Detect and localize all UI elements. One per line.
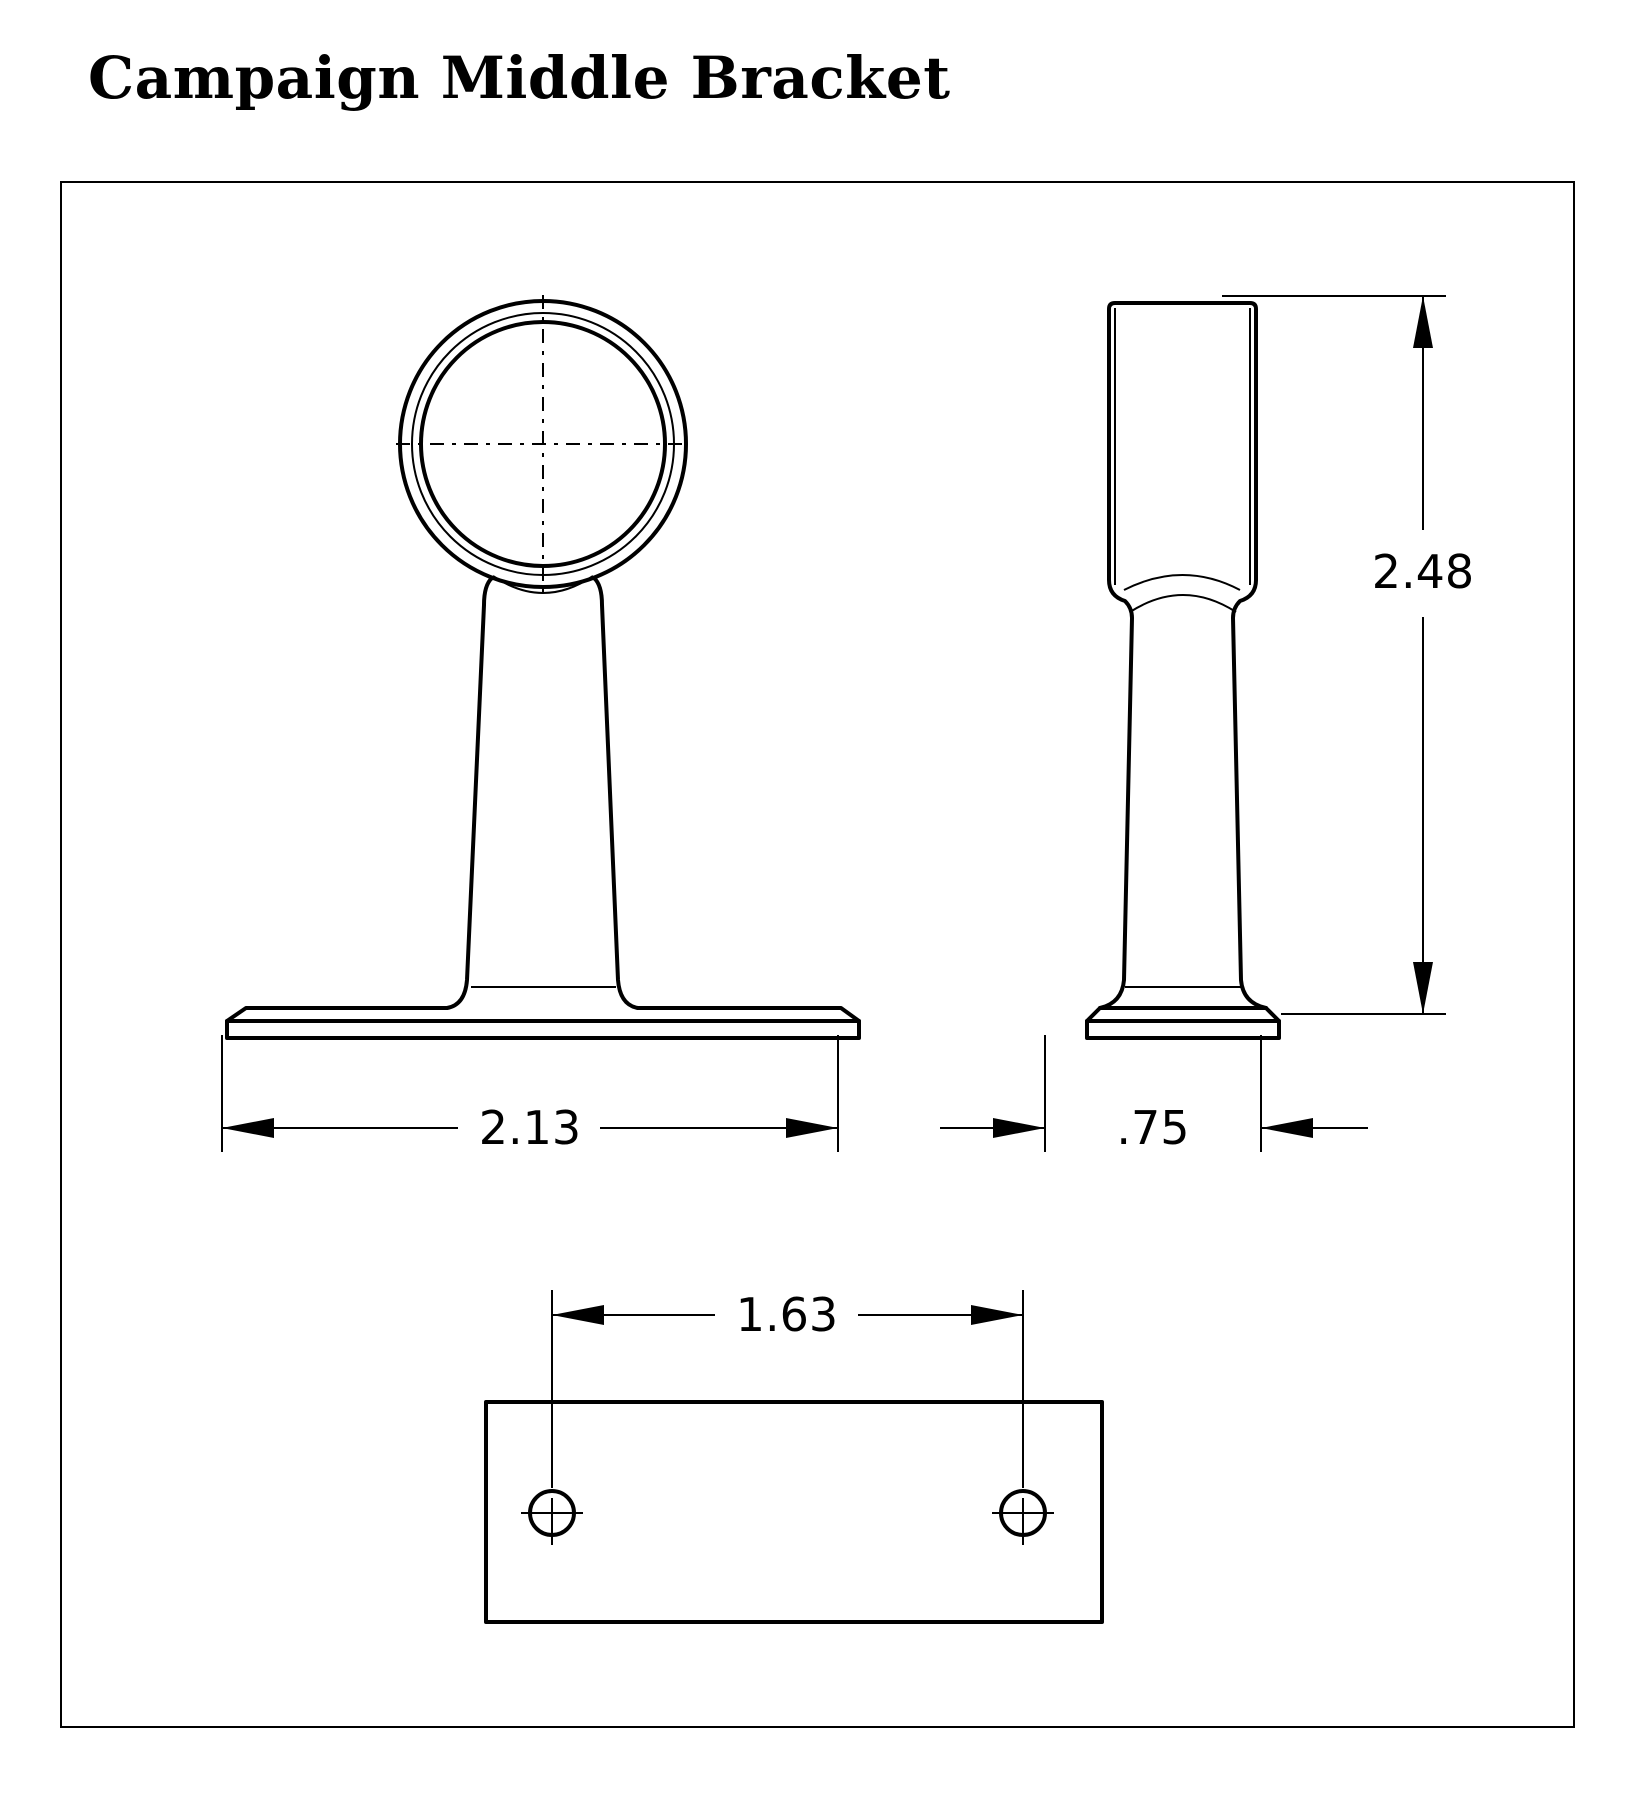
dimension-label-base-width: 2.13 [478, 1101, 582, 1155]
drawing-title: Campaign Middle Bracket [88, 44, 951, 112]
dimension-arrow [993, 1118, 1045, 1138]
side-body-outline [1100, 303, 1266, 1008]
dimension-base-width [222, 1035, 838, 1155]
dimension-arrow [1413, 296, 1433, 348]
dimension-arrow [1413, 962, 1433, 1014]
side-view [1087, 303, 1279, 1038]
front-stem [447, 578, 638, 1008]
dimension-depth [940, 1035, 1368, 1155]
dimension-arrow [552, 1305, 604, 1325]
dimension-hole-spacing [552, 1288, 1023, 1488]
side-neck-curve-lower [1130, 595, 1236, 612]
dimension-label-height: 2.48 [1371, 545, 1475, 599]
dimension-arrow [222, 1118, 274, 1138]
top-view [486, 1402, 1102, 1622]
dimension-height [1222, 296, 1474, 1014]
dimension-arrow [786, 1118, 838, 1138]
drawing-border [61, 182, 1574, 1727]
dimension-label-hole-spacing: 1.63 [735, 1288, 839, 1342]
dimension-label-depth: .75 [1116, 1101, 1190, 1155]
side-neck-curve-upper [1124, 575, 1240, 590]
dimension-arrow [971, 1305, 1023, 1325]
front-view [227, 295, 859, 1038]
dimension-arrow [1261, 1118, 1313, 1138]
